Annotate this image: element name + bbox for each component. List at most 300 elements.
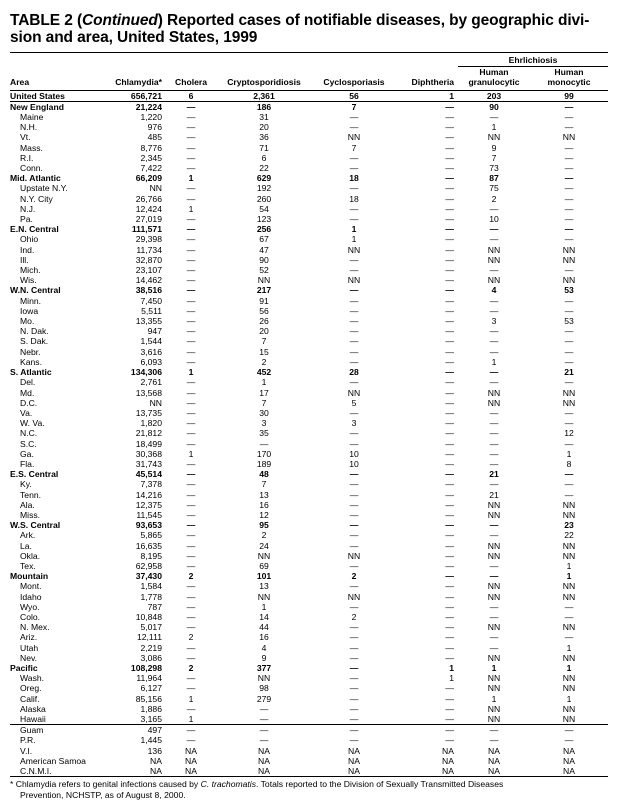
human-monocytic-cell: 1 xyxy=(566,693,572,704)
cholera-cell: — xyxy=(186,622,196,633)
human-granulocytic-cell: — xyxy=(489,479,499,490)
cryptosporidiosis-cell: — xyxy=(259,714,269,724)
cholera-cell: NA xyxy=(166,766,216,777)
human-granulocytic-cell: 203 xyxy=(458,90,530,101)
human-monocytic-cell: — xyxy=(564,183,574,194)
cyclosporiasis-cell: 7 xyxy=(351,142,357,153)
cholera-cell: — xyxy=(186,489,196,500)
table-row xyxy=(10,388,608,398)
diphtheria-cell: — xyxy=(445,336,454,347)
human-granulocytic-cell: — xyxy=(489,520,499,531)
diphtheria-cell: — xyxy=(445,530,454,541)
cyclosporiasis-cell: — xyxy=(349,632,359,643)
human-monocytic-cell: — xyxy=(564,356,574,367)
chlamydia-cell: 8,776 xyxy=(140,142,162,153)
chlamydia-cell: 7,450 xyxy=(140,295,162,306)
cryptosporidiosis-cell: 4 xyxy=(261,642,267,653)
cholera-cell: — xyxy=(186,254,196,265)
area-cell: Ohio xyxy=(20,234,39,245)
cryptosporidiosis-cell: NN xyxy=(257,673,271,684)
cryptosporidiosis-cell: 101 xyxy=(256,571,272,582)
cholera-cell: — xyxy=(186,560,196,571)
area-cell: Pa. xyxy=(20,214,33,225)
human-granulocytic-cell: 2 xyxy=(491,193,497,204)
human-monocytic-cell: NN xyxy=(562,714,576,724)
diphtheria-cell: — xyxy=(445,642,454,653)
cryptosporidiosis-cell: 3 xyxy=(261,418,267,429)
diphtheria-cell: NA xyxy=(442,745,454,756)
chlamydia-cell: 62,958 xyxy=(135,560,162,571)
area-cell: P.R. xyxy=(20,735,36,746)
area-cell: Guam xyxy=(10,725,96,736)
diphtheria-cell: — xyxy=(445,101,454,112)
cryptosporidiosis-cell: 69 xyxy=(259,560,269,571)
table-row xyxy=(10,428,608,438)
human-monocytic-cell: 53 xyxy=(564,285,574,296)
cyclosporiasis-cell: — xyxy=(349,112,359,123)
diphtheria-cell: — xyxy=(445,356,454,367)
human-granulocytic-cell: NN xyxy=(487,591,501,602)
diphtheria-cell: — xyxy=(445,326,454,337)
area-cell: R.I. xyxy=(20,152,34,163)
diphtheria-cell: — xyxy=(445,520,454,531)
cholera-cell: — xyxy=(186,418,196,429)
cyclosporiasis-cell: — xyxy=(349,326,359,337)
cryptosporidiosis-cell: 170 xyxy=(256,448,272,459)
table-row xyxy=(10,296,608,306)
human-granulocytic-cell: — xyxy=(489,407,499,418)
cholera-cell: — xyxy=(186,152,196,163)
cyclosporiasis-cell: 1 xyxy=(351,224,357,235)
cholera-cell: — xyxy=(186,642,196,653)
human-monocytic-cell: — xyxy=(564,203,574,214)
cyclosporiasis-cell: — xyxy=(349,479,359,490)
cyclosporiasis-cell: NN xyxy=(347,132,361,143)
cholera-cell: — xyxy=(186,581,196,592)
chlamydia-cell: NA xyxy=(96,766,166,777)
chlamydia-cell: 32,870 xyxy=(135,254,162,265)
human-monocytic-cell: 1 xyxy=(566,571,572,582)
diphtheria-cell: — xyxy=(445,489,454,500)
chlamydia-cell: 21,224 xyxy=(135,101,162,112)
human-granulocytic-cell: 75 xyxy=(489,183,499,194)
diphtheria-cell: — xyxy=(445,458,454,469)
cyclosporiasis-cell: — xyxy=(349,336,359,347)
area-cell: Mid. Atlantic xyxy=(10,173,61,184)
area-cell: American Samoa xyxy=(20,755,86,766)
diphtheria-cell: — xyxy=(445,591,454,602)
diphtheria-cell: — xyxy=(445,305,454,316)
cyclosporiasis-cell: NN xyxy=(347,244,361,255)
area-cell: Md. xyxy=(20,387,35,398)
human-monocytic-cell: NN xyxy=(562,540,576,551)
human-granulocytic-cell: NN xyxy=(487,244,501,255)
cyclosporiasis-cell: — xyxy=(349,122,359,133)
cryptosporidiosis-cell: 36 xyxy=(259,132,269,143)
table-row xyxy=(10,408,608,418)
diphtheria-cell: 1 xyxy=(396,90,458,101)
cryptosporidiosis-cell: 279 xyxy=(256,693,272,704)
cholera-cell: — xyxy=(186,438,196,449)
diphtheria-cell: — xyxy=(445,173,454,184)
cholera-cell: — xyxy=(186,234,196,245)
cholera-cell: — xyxy=(186,285,196,296)
chlamydia-cell: 30,368 xyxy=(135,448,162,459)
cryptosporidiosis-cell: NN xyxy=(257,550,271,561)
human-granulocytic-cell: NA xyxy=(458,766,530,777)
cryptosporidiosis-cell: 31 xyxy=(259,112,269,123)
table-row xyxy=(10,479,608,489)
chlamydia-cell: 11,545 xyxy=(136,509,162,520)
area-cell: Calif. xyxy=(20,693,40,704)
diphtheria-cell: — xyxy=(445,244,454,255)
cyclosporiasis-cell: — xyxy=(349,673,359,684)
cryptosporidiosis-cell: — xyxy=(259,735,269,746)
table-row xyxy=(10,756,608,766)
diphtheria-cell: — xyxy=(445,163,454,174)
table-row xyxy=(10,449,608,459)
cyclosporiasis-cell: — xyxy=(349,714,359,724)
area-cell: Tex. xyxy=(20,560,36,571)
table-row xyxy=(10,173,608,183)
cyclosporiasis-cell: 28 xyxy=(349,367,359,378)
cryptosporidiosis-cell: 90 xyxy=(259,254,269,265)
human-granulocytic-cell: — xyxy=(489,295,499,306)
area-cell: W.S. Central xyxy=(10,520,61,531)
human-granulocytic-cell: — xyxy=(458,725,530,736)
human-monocytic-cell: — xyxy=(564,163,574,174)
cyclosporiasis-cell: 18 xyxy=(349,173,359,184)
cyclosporiasis-cell: — xyxy=(349,601,359,612)
diphtheria-cell: — xyxy=(445,601,454,612)
table-row xyxy=(10,766,608,777)
cryptosporidiosis-cell: 17 xyxy=(259,387,269,398)
area-cell: Ark. xyxy=(20,530,36,541)
cholera-cell: — xyxy=(186,499,196,510)
human-granulocytic-cell: — xyxy=(489,571,499,582)
col-cholera: Cholera xyxy=(166,67,216,90)
area-cell: Ala. xyxy=(20,499,35,510)
table-row xyxy=(10,653,608,663)
area-cell: La. xyxy=(20,540,32,551)
chlamydia-cell: 1,778 xyxy=(140,591,162,602)
cholera-cell: — xyxy=(186,428,196,439)
cholera-cell: — xyxy=(186,520,196,531)
diphtheria-cell: — xyxy=(445,316,454,327)
diphtheria-cell: — xyxy=(445,275,454,286)
area-cell: Upstate N.Y. xyxy=(20,183,68,194)
human-monocytic-cell: — xyxy=(564,112,574,123)
cholera-cell: — xyxy=(186,407,196,418)
diphtheria-cell: — xyxy=(445,735,454,746)
cyclosporiasis-cell: — xyxy=(349,520,359,531)
table-row xyxy=(10,439,608,449)
human-granulocytic-cell: — xyxy=(489,601,499,612)
table-row xyxy=(10,602,608,612)
table-row xyxy=(10,275,608,285)
cryptosporidiosis-cell: 47 xyxy=(259,244,269,255)
human-monocytic-cell: — xyxy=(530,725,608,736)
diphtheria-cell: — xyxy=(445,509,454,520)
chlamydia-cell: 1,445 xyxy=(140,735,162,746)
area-cell: S. Atlantic xyxy=(10,367,52,378)
cryptosporidiosis-cell: 7 xyxy=(261,479,267,490)
diphtheria-cell: — xyxy=(445,632,454,643)
title-continued: Continued xyxy=(82,12,158,29)
chlamydia-cell: 31,743 xyxy=(135,458,162,469)
area-cell: Colo. xyxy=(20,611,41,622)
diphtheria-cell: — xyxy=(445,622,454,633)
chlamydia-cell: 6,093 xyxy=(140,356,162,367)
human-granulocytic-cell: — xyxy=(489,448,499,459)
cryptosporidiosis-cell: 6 xyxy=(261,152,267,163)
cryptosporidiosis-cell: 629 xyxy=(256,173,272,184)
table-row xyxy=(10,704,608,714)
cryptosporidiosis-cell: 30 xyxy=(259,407,269,418)
table-row xyxy=(10,316,608,326)
area-cell: Ill. xyxy=(20,254,29,265)
cholera-cell: 1 xyxy=(188,448,194,459)
table-row xyxy=(10,683,608,693)
col-hge-line1: Human xyxy=(479,67,509,78)
cyclosporiasis-cell: — xyxy=(349,693,359,704)
diphtheria-cell: — xyxy=(445,418,454,429)
human-monocytic-cell: 53 xyxy=(564,316,574,327)
cyclosporiasis-cell: — xyxy=(349,214,359,225)
diphtheria-cell: — xyxy=(445,234,454,245)
diphtheria-cell: — xyxy=(445,611,454,622)
human-granulocytic-cell: NN xyxy=(487,703,501,714)
diphtheria-cell: — xyxy=(445,377,454,388)
cryptosporidiosis-cell: NN xyxy=(257,591,271,602)
chlamydia-cell: 3,165 xyxy=(140,714,162,724)
cryptosporidiosis-cell: 13 xyxy=(259,489,269,500)
cyclosporiasis-cell: — xyxy=(349,305,359,316)
area-cell: Tenn. xyxy=(20,489,42,500)
human-monocytic-cell: NN xyxy=(562,591,576,602)
human-granulocytic-cell: — xyxy=(489,265,499,276)
table-title xyxy=(10,12,612,46)
cyclosporiasis-cell: — xyxy=(349,295,359,306)
human-granulocytic-cell: NN xyxy=(487,683,501,694)
human-granulocytic-cell: — xyxy=(489,367,499,378)
table-row xyxy=(10,398,608,408)
area-cell: Wash. xyxy=(20,673,45,684)
cholera-cell: — xyxy=(186,540,196,551)
diphtheria-cell: — xyxy=(445,581,454,592)
cholera-cell: 1 xyxy=(188,173,194,184)
cyclosporiasis-cell: NA xyxy=(348,745,360,756)
table-row xyxy=(10,592,608,602)
chlamydia-cell: 947 xyxy=(147,326,162,337)
human-granulocytic-cell: NN xyxy=(487,581,501,592)
area-cell: Iowa xyxy=(20,305,39,316)
cyclosporiasis-cell: 1 xyxy=(351,234,357,245)
cryptosporidiosis-cell: — xyxy=(259,438,269,449)
cyclosporiasis-cell: — xyxy=(349,377,359,388)
area-cell: Wis. xyxy=(20,275,37,286)
human-granulocytic-cell: NN xyxy=(487,652,501,663)
cholera-cell: NA xyxy=(185,755,197,766)
human-granulocytic-cell: NN xyxy=(487,132,501,143)
area-cell: Nev. xyxy=(20,652,38,663)
diphtheria-cell: — xyxy=(445,265,454,276)
diphtheria-cell: — xyxy=(445,550,454,561)
cholera-cell: 6 xyxy=(166,90,216,101)
human-monocytic-cell: — xyxy=(564,305,574,316)
cyclosporiasis-cell: — xyxy=(349,265,359,276)
table-row xyxy=(10,132,608,142)
table-row xyxy=(10,520,608,530)
table-row xyxy=(10,336,608,346)
area-cell: E.N. Central xyxy=(10,224,59,235)
chlamydia-cell: 5,511 xyxy=(141,305,162,316)
table-row xyxy=(10,224,608,234)
area-cell: Maine xyxy=(20,112,44,123)
diphtheria-cell: — xyxy=(445,387,454,398)
cyclosporiasis-cell: — xyxy=(349,163,359,174)
cryptosporidiosis-cell: 16 xyxy=(259,632,269,643)
cholera-cell: — xyxy=(186,265,196,276)
table-row xyxy=(10,490,608,500)
chlamydia-cell: 1,820 xyxy=(140,418,162,429)
human-granulocytic-cell: 21 xyxy=(489,469,499,480)
cholera-cell: — xyxy=(186,683,196,694)
cyclosporiasis-cell: — xyxy=(349,438,359,449)
chlamydia-cell: 12,424 xyxy=(135,203,162,214)
cyclosporiasis-cell: — xyxy=(349,499,359,510)
col-hme-line2: monocytic xyxy=(547,77,591,88)
area-cell: Miss. xyxy=(20,509,41,520)
human-granulocytic-cell: 9 xyxy=(491,142,497,153)
table-row xyxy=(10,347,608,357)
table-row xyxy=(10,367,608,377)
human-monocytic-cell: — xyxy=(564,407,574,418)
human-monocytic-cell: — xyxy=(564,295,574,306)
cryptosporidiosis-cell: 15 xyxy=(259,346,269,357)
cyclosporiasis-cell: NN xyxy=(347,591,361,602)
human-granulocytic-cell: — xyxy=(489,326,499,337)
cholera-cell: — xyxy=(186,591,196,602)
cholera-cell: — xyxy=(186,735,196,746)
cholera-cell: — xyxy=(186,163,196,174)
area-cell: Mo. xyxy=(20,316,35,327)
human-monocytic-cell: — xyxy=(564,173,574,184)
table-row xyxy=(10,377,608,387)
cholera-cell: — xyxy=(186,458,196,469)
human-granulocytic-cell: 1 xyxy=(491,693,497,704)
cyclosporiasis-cell: — xyxy=(349,254,359,265)
table-body xyxy=(10,90,608,777)
cryptosporidiosis-cell: 12 xyxy=(259,509,269,520)
area-cell: Va. xyxy=(20,407,33,418)
area-cell: Ky. xyxy=(20,479,32,490)
human-monocytic-cell: 1 xyxy=(566,642,572,653)
cyclosporiasis-cell: NA xyxy=(348,755,360,766)
cryptosporidiosis-cell: 1 xyxy=(261,377,267,388)
cryptosporidiosis-cell: 44 xyxy=(259,622,269,633)
area-cell: Idaho xyxy=(20,591,42,602)
cryptosporidiosis-cell: 9 xyxy=(261,652,267,663)
cyclosporiasis-cell: 10 xyxy=(349,448,359,459)
diphtheria-cell: — xyxy=(445,407,454,418)
diphtheria-cell: — xyxy=(445,714,454,724)
cholera-cell: — xyxy=(186,275,196,286)
chlamydia-cell: 13,355 xyxy=(135,316,162,327)
chlamydia-cell: 93,653 xyxy=(135,520,162,531)
title-rest: ) Reported cases of notifiable diseases, by geographic divi- xyxy=(157,12,590,29)
human-granulocytic-cell: NN xyxy=(487,509,501,520)
cholera-cell: — xyxy=(186,601,196,612)
area-cell: N.Y. City xyxy=(20,193,53,204)
cholera-cell: — xyxy=(186,101,196,112)
chlamydia-cell: 14,216 xyxy=(135,489,162,500)
cyclosporiasis-cell: — xyxy=(349,316,359,327)
cryptosporidiosis-cell: NA xyxy=(258,755,270,766)
cryptosporidiosis-cell: 13 xyxy=(259,581,269,592)
cholera-cell: — xyxy=(186,142,196,153)
disease-table xyxy=(10,52,608,777)
chlamydia-cell: 656,721 xyxy=(96,90,166,101)
human-granulocytic-cell: — xyxy=(489,632,499,643)
cholera-cell: — xyxy=(186,673,196,684)
title-line2: sion and area, United States, 1999 xyxy=(10,29,258,46)
human-monocytic-cell: — xyxy=(564,438,574,449)
diphtheria-cell: — xyxy=(445,397,454,408)
diphtheria-cell: — xyxy=(445,214,454,225)
area-cell: Minn. xyxy=(20,295,42,306)
col-diphtheria: Diphtheria xyxy=(396,67,458,90)
cyclosporiasis-cell: NA xyxy=(312,766,396,777)
human-monocytic-cell: 22 xyxy=(564,530,574,541)
chlamydia-cell: 2,345 xyxy=(140,152,162,163)
human-granulocytic-cell: 10 xyxy=(489,214,499,225)
cyclosporiasis-cell: 7 xyxy=(351,101,357,112)
chlamydia-cell: 29,398 xyxy=(135,234,162,245)
human-monocytic-cell: 1 xyxy=(566,662,572,673)
area-cell: Vt. xyxy=(20,132,31,143)
cholera-cell: — xyxy=(186,611,196,622)
human-granulocytic-cell: NN xyxy=(487,622,501,633)
chlamydia-cell: 6,127 xyxy=(140,683,162,694)
area-cell: N.J. xyxy=(20,203,36,214)
col-cyclosporiasis: Cyclosporiasis xyxy=(312,67,396,90)
human-granulocytic-cell: — xyxy=(489,458,499,469)
human-granulocytic-cell: NN xyxy=(487,254,501,265)
table-row xyxy=(10,510,608,520)
cholera-cell: — xyxy=(186,193,196,204)
human-monocytic-cell: — xyxy=(564,265,574,276)
human-monocytic-cell: NN xyxy=(562,397,576,408)
area-cell: Pacific xyxy=(10,662,38,673)
human-granulocytic-cell: — xyxy=(489,305,499,316)
cholera-cell: — xyxy=(186,377,196,388)
human-granulocytic-cell: — xyxy=(489,418,499,429)
human-monocytic-cell: NN xyxy=(562,581,576,592)
human-monocytic-cell: 1 xyxy=(566,560,572,571)
cryptosporidiosis-cell: NN xyxy=(257,275,271,286)
chlamydia-cell: 12,375 xyxy=(135,499,162,510)
area-cell: Mich. xyxy=(20,265,41,276)
human-monocytic-cell: 12 xyxy=(564,428,574,439)
diphtheria-cell: — xyxy=(445,540,454,551)
chlamydia-cell: NN xyxy=(149,397,162,408)
human-granulocytic-cell: 21 xyxy=(489,489,499,500)
cryptosporidiosis-cell: — xyxy=(216,725,312,736)
human-granulocytic-cell: — xyxy=(489,611,499,622)
human-monocytic-cell: NN xyxy=(562,622,576,633)
table-row xyxy=(10,101,608,112)
